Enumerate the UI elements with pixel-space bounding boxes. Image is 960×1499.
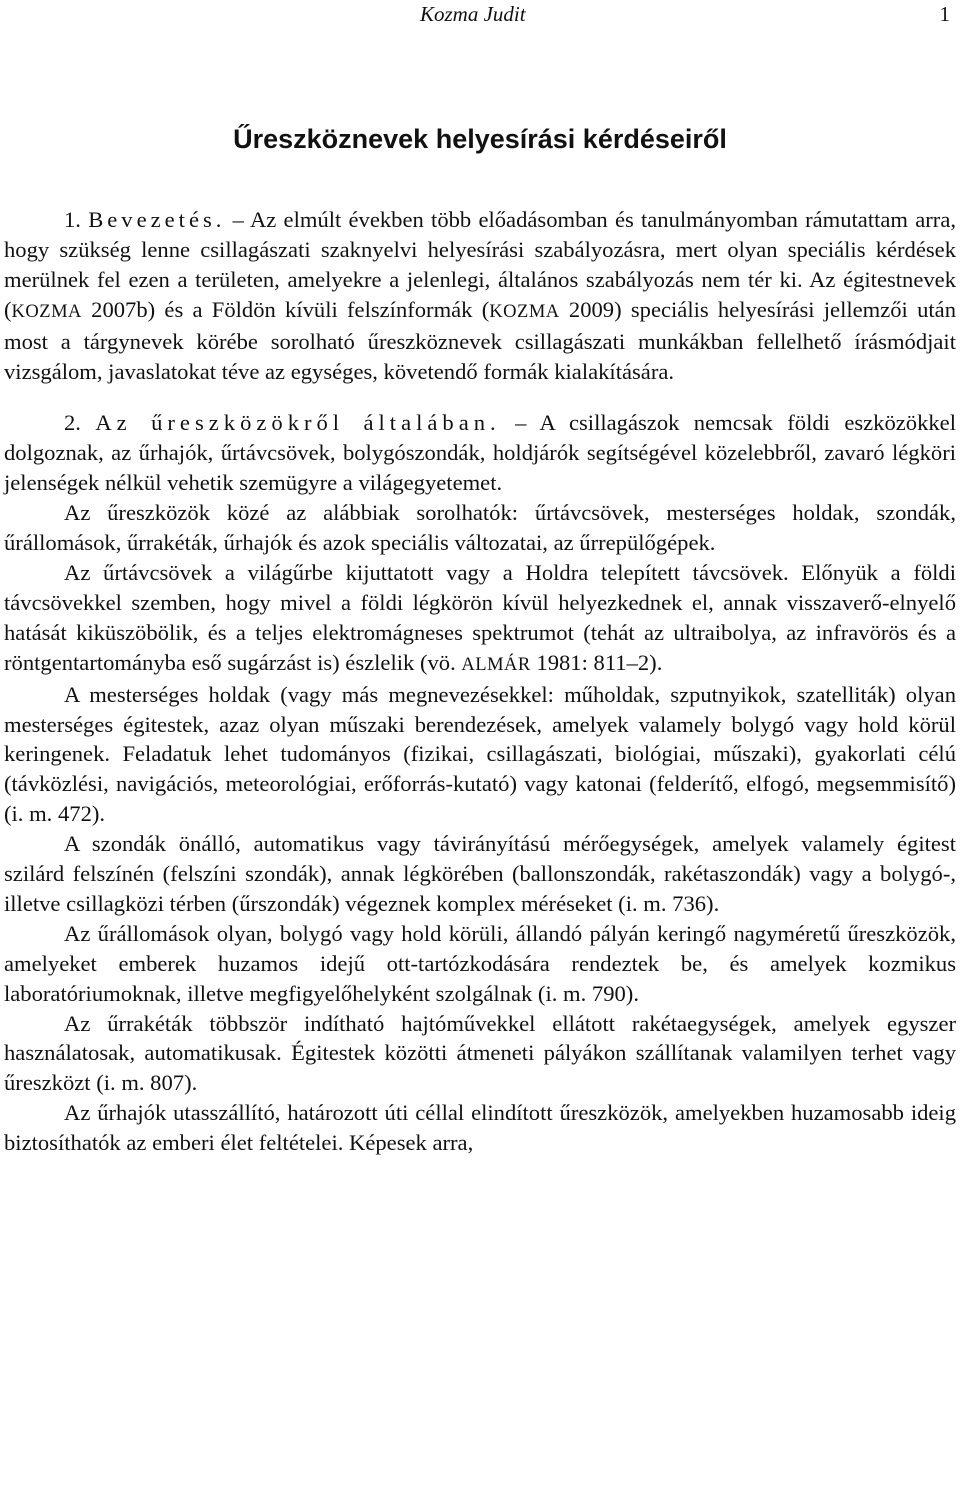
section-2-text-1: – A csillagászok nemcsak földi eszközökkel dolgoznak, az űrhajók, űrtávcsövek, bolygószondák, holdjárók segítségével közelebbről, zavaró légköri jelenségek nélkül vehetik szemügyre a világegyetemet. bbox=[4, 410, 956, 496]
article-body bbox=[4, 205, 956, 1158]
article-title: Űreszköznevek helyesírási kérdéseiről bbox=[233, 124, 727, 154]
section-2-paragraph-6: Az űrállomások olyan, bolygó vagy hold körüli, állandó pályán keringő nagyméretű űreszközök, amelyeket emberek huzamos idejű ott-tartózkodására rendeztek be, és amelyek kozmikus laboratóriumoknak, illetve megfigyelőhelyként szolgálnak (i. m. 790). bbox=[4, 920, 956, 1006]
citation-kozma-1: KOZMA bbox=[11, 300, 82, 322]
section-1-paragraph bbox=[4, 205, 956, 386]
section-2-paragraph-7: Az űrrakéták többször indítható hajtóművekkel ellátott rakétaegységek, amelyek egyszer használatosak, automatikusak. Égitestek közötti átmeneti pályákon szállítanak valamilyen terhet vagy űreszközt (i. m. 807). bbox=[4, 1010, 956, 1096]
section-2-paragraph-1 bbox=[4, 408, 956, 498]
citation-almar: ALMÁR bbox=[461, 653, 531, 675]
section-1-text-b: 2007b) és a Földön kívüli felszínformák ( bbox=[81, 296, 490, 322]
citation-kozma-2: KOZMA bbox=[489, 300, 560, 322]
section-1-text-c: 2009) speciális helyesírási jellemzői után most a tárgynevek körébe sorolható űreszköznevek csillagászati munkákban fellelhető írásmódjait vizsgálom, javaslatokat téve az egységes, követendő formák kialakítására. bbox=[4, 296, 956, 384]
section-1-number: 1. bbox=[64, 207, 81, 232]
section-2-number: 2. bbox=[64, 410, 81, 436]
section-2-paragraph-5: A szondák önálló, automatikus vagy távirányítású mérőegységek, amelyek valamely égitest szilárd felszínén (felszíni szondák), annak légkörében (ballonszondák, rakétaszondák) vagy a bolygó-, illetve csillagközi térben (űrszondák) végeznek komplex méréseket (i. m. 736). bbox=[4, 831, 956, 916]
page-header bbox=[0, 0, 960, 30]
section-2-paragraph-3 bbox=[4, 558, 956, 680]
page-number: 1 bbox=[939, 2, 950, 26]
section-2-paragraph-8: Az űrhajók utasszállító, határozott úti céllal elindított űreszközök, amelyekben huzamosabb ideig biztosíthatók az emberi élet feltételei. Képesek arra, bbox=[4, 1100, 956, 1156]
section-2-text-3b: 1981: 811–2). bbox=[530, 649, 663, 675]
section-2-paragraph-4: A mesterséges holdak (vagy más megnevezésekkel: műholdak, szputnyikok, szatelliták) olyan mesterséges égitestek, azaz olyan műszaki berendezések, amelyek valamely bolygó vagy hold körül keringenek. Feladatuk lehet tudományos (fizikai, csillagászati, biológiai, műszaki), gyakorlati célú (távközlési, navigációs, meteorológiai, erőforrás-kutató) vagy katonai (felderítő, elfogó, megsemmisítő) (i. m. 472). bbox=[4, 681, 956, 827]
section-1-text-a: – Az elmúlt években több előadásomban és tanulmányomban rámutattam arra, hogy szükség lenne csillagászati szaknyelvi helyesírási szabályozásra, mert olyan speciális kérdések merülnek fel ezen a területen, amelyekre a jelenlegi, általános szabályozás nem tér ki. Az égitestnevek ( bbox=[4, 207, 956, 322]
section-2-heading: Az űreszközökről általában. bbox=[95, 410, 501, 436]
section-2-text-3a: Az űrtávcsövek a világűrbe kijuttatott vagy a Holdra telepített távcsövek. Előnyük a földi távcsövekkel szemben, hogy mivel a földi légkörön kívül helyezkednek el, annak visszaverő-elnyelő hatását kiküszöbölik, és a teljes elektromágneses spektrumot (tehát az ultraibolya, az infravörös és a röntgentartományba eső sugárzást is) észlelik (vö. bbox=[4, 559, 956, 675]
running-head-author: Kozma Judit bbox=[420, 2, 526, 26]
section-1-heading: Bevezetés. bbox=[88, 207, 226, 232]
section-2-paragraph-2: Az űreszközök közé az alábbiak sorolhatók: űrtávcsövek, mesterséges holdak, szondák, űrállomások, űrrakéták, űrhajók és azok speciális változatai, az űrrepülőgépek. bbox=[4, 500, 956, 556]
